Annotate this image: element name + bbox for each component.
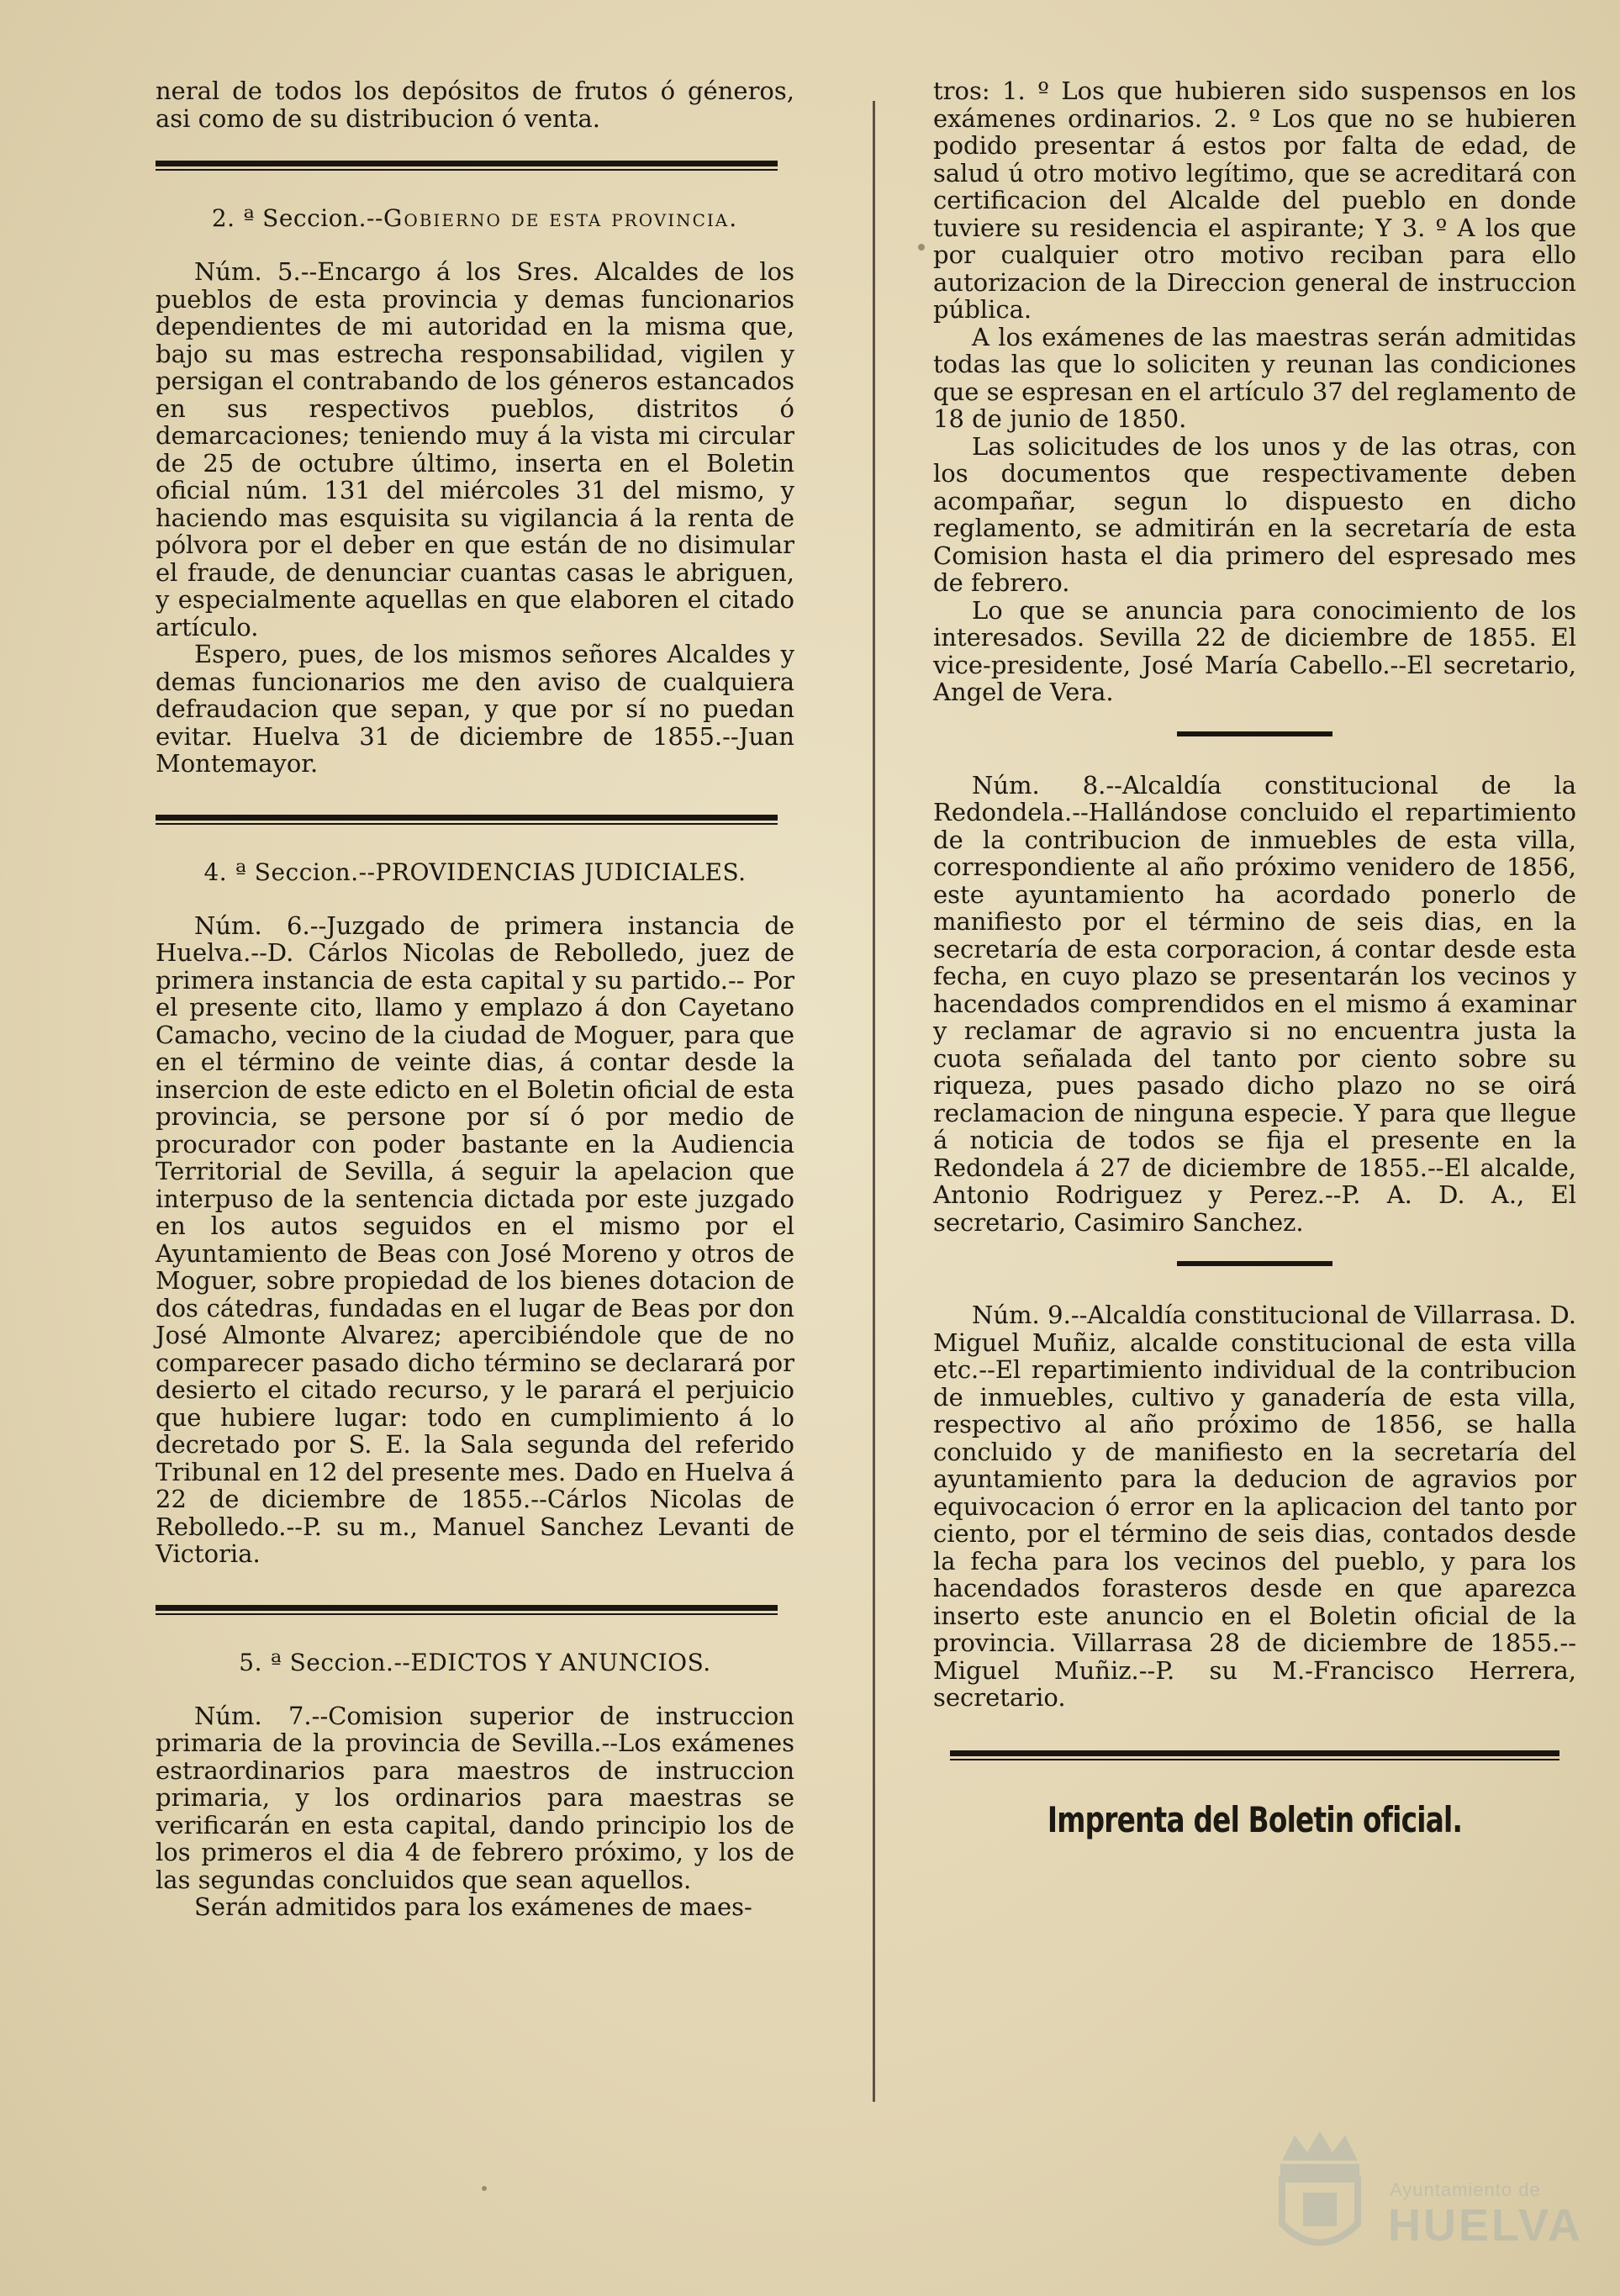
printer-imprint: Imprenta del Boletin oficial. [1047,1798,1463,1840]
crown-shield-icon [1265,2127,1375,2262]
notice-8: Núm. 8.--Alcaldía constitucional de la Redondela.--Hallándose concluido el repartimiento de la contribucion de inmuebles de esta villa, correspondiente al año próximo venidero de 1856, este ayuntamiento ha acordado ponerlo de manifiesto por el término de seis dias, en la secretaría de esta corporacion, á contar desde esta fecha, en cuyo plazo se presentarán los vecinos y hacendados comprendidos en el mismo á examinar y reclamar de agravio si no encuentra justa la cuota señalada del tanto por ciento sobre su riqueza, pues pasado dicho plazo no se oirá reclamacion de ninguna especie. Y para que llegue á noticia de todos se fija el presente en la Redondela á 27 de diciembre de 1855.--El alcalde, Antonio Rodriguez y Perez.--P. A. D. A., El secretario, Casimiro Sanchez. [933,770,1576,1237]
short-rule [1177,1261,1332,1266]
notice-7-maestras: A los exámenes de las maestras serán admitidas todas las que lo soliciten y reunan las condiciones que se espresan en el artículo 37 del reglamento de 18 de junio de 1850. [933,322,1576,433]
notice-7-solicitudes: Las solicitudes de los unos y de las otras, con los documentos que respectivamente deben acompañar, segun lo dispuesto en dicho reglamento, se admitirán en la secretaría de esta Comision hasta el dia primero del espresado mes de febrero. [933,431,1576,597]
column-divider [873,101,875,2102]
archive-watermark [1265,2127,1583,2262]
notice-7-closing: Lo que se anuncia para conocimiento de los interesados. Sevilla 22 de diciembre de 1855. El vice-presidente, José María Cabello.--El secretario, Angel de Vera. [933,595,1576,706]
section-5-heading: 5. ª Seccion.--EDICTOS Y ANUNCIOS. [239,1648,711,1676]
notice-9: Núm. 9.--Alcaldía constitucional de Villarrasa. D. Miguel Muñiz, alcalde constitucional de esta villa etc.--El repartimiento individual de la contribucion de inmuebles, cultivo y ganadería de esta villa, respectivo al año próximo de 1856, se halla concluido y de manifiesto en la secretaría del ayuntamiento para la deducion de agravios por equivocacion ó error en la aplicacion del tanto por ciento, por el término de seis dias, contados desde la fecha para los vecinos del pueblo, y para los hacendados forasteros desde en que aparezca inserto este anuncio en el Boletin oficial de la provincia. Villarrasa 28 de diciembre de 1855.--Miguel Muñiz.--P. su M.-Francisco Herrera, secretario. [933,1301,1576,1712]
notice-7: Núm. 7.--Comision superior de instruccion primaria de la provincia de Sevilla.--Los exámenes estraordinarios para maestros de instruccion primaria, y los ordinarios para maestras se verificarán en esta capital, dando principio los de los primeros el dia 4 de febrero próximo, y los de las segundas concluidos que sean aquellos. [156,1701,794,1894]
section-2-prefix: 2. ª Seccion.-- [211,204,383,232]
left-column [156,77,794,1921]
notice-6: Núm. 6.--Juzgado de primera instancia de Huelva.--D. Cárlos Nicolas de Rebolledo, juez de primera instancia de esta capital y su partido.-- Por el presente cito, llamo y emplazo á don Cayetano Camacho, vecino de la ciudad de Moguer, para que en el término de veinte dias, á contar desde la insercion de este edicto en el Boletin oficial de esta provincia, se persone por sí ó por medio de procurador con poder bastante en la Audiencia Territorial de Sevilla, á seguir la apelacion que interpuso de la sentencia dictada por este juzgado en los autos seguidos en el mismo por el Ayuntamiento de Beas con José Moreno y otros de Moguer, sobre propiedad de los bienes dotacion de dos cátedras, fundadas en el lugar de Beas por don José Almonte Alvarez; apercibiéndole que de no comparecer pasado dicho término se declarará por desierto el citado recurso, y le parará el perjuicio que hubiere lugar: todo en cumplimiento á lo decretado por S. E. la Sala segunda del referido Tribunal en 12 del presente mes. Dado en Huelva á 22 de diciembre de 1855.--Cárlos Nicolas de Rebolledo.--P. su m., Manuel Sanchez Levanti de Victoria. [156,910,794,1568]
right-column [933,77,1576,1840]
closing-rule [950,1750,1559,1760]
notice-7-conditions: tros: 1. º Los que hubieren sido suspensos en los exámenes ordinarios. 2. º Los que no se hubieren podido presentar á estos por falta de edad, de salud ú otro motivo legítimo, que se acreditará con certificacion del Alcalde del pueblo en donde tuviere su residencia el aspirante; Y 3. º A los que por cualquier otro motivo reciban para ello autorizacion de la Direccion general de instruccion pública. [933,77,1576,324]
notice-7-continued: Serán admitidos para los exámenes de maes- [194,1892,752,1921]
watermark-small-text: Ayuntamiento de [1390,2179,1541,2200]
notice-5-continued: Espero, pues, de los mismos señores Alcaldes y demas funcionarios me den aviso de cualquiera defraudacion que sepan, y que por sí no puedan evitar. Huelva 31 de diciembre de 1855.--Juan Montemayor. [156,640,794,778]
notice-5: Núm. 5.--Encargo á los Sres. Alcaldes de los pueblos de esta provincia y demas funcionarios dependientes de mi autoridad en la misma que, bajo su mas estrecha responsabilidad, vigilen y persigan el contrabando de los géneros estancados en sus respectivos pueblos, distritos ó demarcaciones; teniendo muy á la vista mi circular de 25 de octubre último, inserta en el Boletin oficial núm. 131 del miércoles 31 del mismo, y haciendo mas esquisita su vigilancia á la renta de pólvora por el deber en que están de no disimular el fraude, de denunciar cuantas casas le abriguen, y especialmente aquellas en que elaboren el citado artículo. [156,257,794,641]
short-rule [1177,731,1332,736]
section-rule [156,1605,778,1615]
section-2-heading [156,204,794,233]
section-4-heading: 4. ª Seccion.--PROVIDENCIAS JUDICIALES. [203,858,747,886]
continued-paragraph: neral de todos los depósitos de frutos ó géneros, asi como de su distribucion ó venta. [156,77,794,133]
paper-speck [918,244,925,251]
section-rule [156,161,778,171]
paper-speck [482,2186,487,2191]
watermark-big-text: HUELVA [1388,2200,1583,2251]
section-2-title: Gobierno de esta provincia. [383,204,739,232]
section-rule [156,815,778,825]
